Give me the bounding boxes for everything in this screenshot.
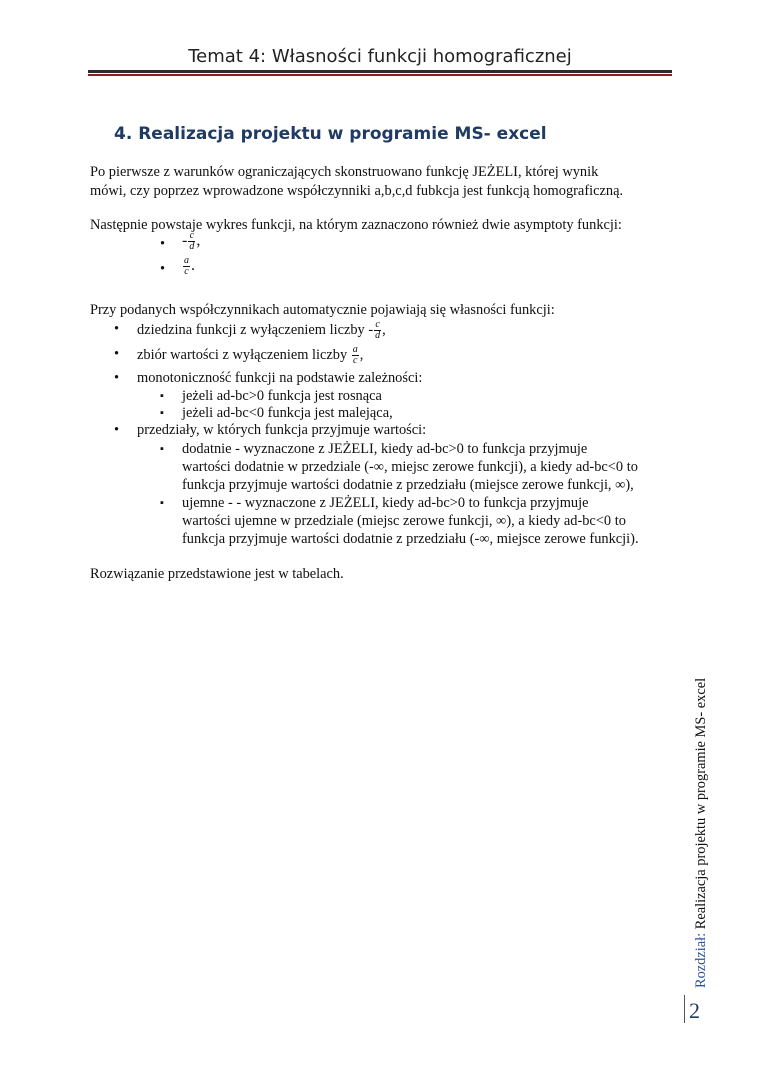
- square-bullet-positive: ▪: [160, 443, 164, 455]
- property-range-denominator: c: [353, 355, 358, 366]
- property-intervals: przedziały, w których funkcja przyjmuje wartości:: [137, 422, 427, 438]
- intervals-positive-line-1: dodatnie - wyznaczone z JEŻELI, kiedy ad-bc>0 to funkcja przyjmuje: [182, 441, 588, 457]
- paragraph-3: Przy podanych współczynnikach automatycznie pojawiają się własności funkcji:: [90, 302, 555, 318]
- section-title: 4. Realizacja projektu w programie MS- excel: [114, 124, 547, 144]
- square-bullet-increasing: ▪: [160, 390, 164, 402]
- header-rule-dark: [88, 70, 672, 73]
- property-domain-denominator: d: [375, 330, 381, 341]
- monotonicity-decreasing: jeżeli ad-bc<0 funkcja jest malejąca,: [182, 405, 393, 421]
- intervals-negative-line-3: funkcja przyjmuje wartości dodatnie z przedziału (-∞, miejsce zerowe funkcji).: [182, 531, 639, 547]
- property-range-numerator: a: [352, 344, 358, 355]
- property-domain-text: dziedzina funkcji z wyłączeniem liczby: [137, 321, 369, 338]
- intervals-positive-line-2: wartości dodatnie w przedziale (-∞, miejsc zerowe funkcji), a kiedy ad-bc<0 to: [182, 459, 638, 475]
- asymptote-2-suffix: .: [191, 257, 195, 275]
- paragraph-1-line-2: mówi, czy poprzez wprowadzone współczynniki a,b,c,d fubkcja jest funkcją homograficzną.: [90, 183, 624, 199]
- asymptote-2-formula: [182, 256, 195, 277]
- asymptote-1-formula: [182, 231, 200, 252]
- header-rule-red: [88, 74, 672, 76]
- property-range-text: zbiór wartości z wyłączeniem liczby: [137, 346, 351, 363]
- property-domain-numerator: c: [375, 319, 380, 330]
- bullet-domain: •: [114, 321, 120, 337]
- paragraph-1-line-1: Po pierwsze z warunków ograniczających skonstruowano funkcję JEŻELI, której wynik: [90, 164, 599, 180]
- intervals-positive-line-3: funkcja przyjmuje wartości dodatnie z przedziału (miejsce zerowe funkcji, ∞),: [182, 477, 634, 493]
- page-number-divider: [684, 995, 685, 1023]
- bullet-asymptote-2: •: [160, 261, 166, 277]
- asymptote-2-fraction: [183, 256, 190, 277]
- paragraph-final: Rozwiązanie przedstawione jest w tabelach.: [90, 566, 344, 582]
- bullet-monotonicity: •: [114, 370, 120, 386]
- asymptote-2-denominator: c: [184, 266, 189, 277]
- asymptote-1-numerator: c: [189, 230, 195, 241]
- asymptote-2-numerator: a: [184, 255, 189, 266]
- intervals-negative-line-1: ujemne - - wyznaczone z JEŻELI, kiedy ad-bc>0 to funkcja przyjmuje: [182, 495, 589, 511]
- property-domain-fraction: [374, 320, 381, 341]
- paragraph-2: Następnie powstaje wykres funkcji, na którym zaznaczono również dwie asymptoty funkcji:: [90, 217, 622, 233]
- intervals-negative-line-2: wartości ujemne w przedziale (miejsc zerowe funkcji, ∞), a kiedy ad-bc<0 to: [182, 513, 626, 529]
- asymptote-1-denominator: d: [189, 241, 195, 252]
- asymptote-1-fraction: [188, 231, 195, 252]
- property-monotonicity: monotoniczność funkcji na podstawie zależności:: [137, 370, 423, 386]
- square-bullet-decreasing: ▪: [160, 407, 164, 419]
- sidebar-chapter-title: Realizacja projektu w programie MS- excel: [693, 677, 709, 933]
- asymptote-1-suffix: ,: [196, 232, 201, 250]
- property-domain-suffix: ,: [382, 321, 386, 338]
- page-header-title: Temat 4: Własności funkcji homograficznej: [188, 46, 572, 67]
- bullet-asymptote-1: •: [160, 236, 166, 252]
- square-bullet-negative: ▪: [160, 497, 164, 509]
- property-range-fraction: [352, 345, 359, 366]
- property-range-suffix: ,: [359, 346, 364, 363]
- page-number: 2: [689, 998, 700, 1023]
- monotonicity-increasing: jeżeli ad-bc>0 funkcja jest rosnąca: [182, 388, 382, 404]
- bullet-intervals: •: [114, 422, 120, 438]
- sidebar-chapter: [693, 678, 710, 988]
- sidebar-label: Rozdział:: [693, 932, 709, 988]
- bullet-range: •: [114, 346, 120, 362]
- property-domain: [137, 320, 386, 341]
- asymptote-1-sign: -: [182, 232, 188, 250]
- property-domain-sign: -: [368, 321, 374, 338]
- property-range: [137, 345, 363, 366]
